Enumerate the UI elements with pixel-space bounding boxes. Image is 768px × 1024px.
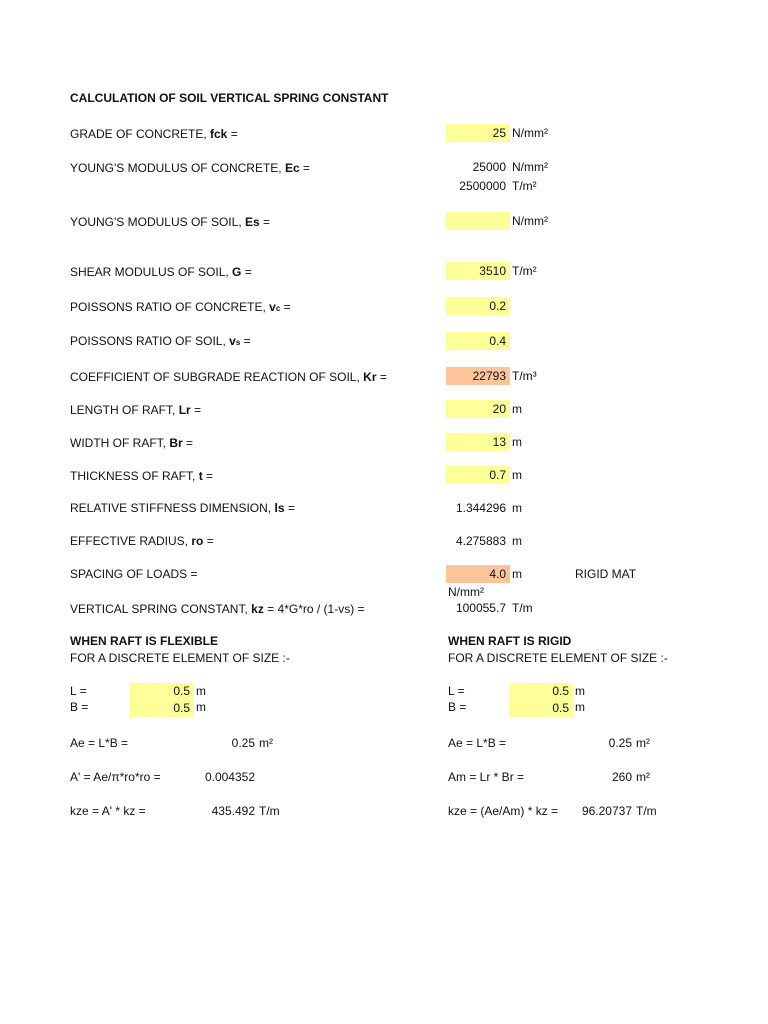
rigid-b-unit: m <box>575 700 585 714</box>
label-lr-eq: = <box>190 403 202 417</box>
cell-t[interactable]: 0.7 <box>446 466 510 484</box>
label-g-symbol: G <box>232 265 242 279</box>
label-es-text: YOUNG'S MODULUS OF SOIL, <box>70 215 245 229</box>
rigid-l-cell[interactable]: 0.5 <box>509 683 573 700</box>
cell-es[interactable] <box>446 212 510 230</box>
label-ls-symbol: ls <box>274 501 285 515</box>
flexible-b-label: B = <box>70 700 89 714</box>
cell-ec[interactable]: 25000 <box>472 160 506 174</box>
label-es <box>70 214 270 230</box>
cell-br[interactable]: 13 <box>446 433 510 451</box>
flexible-ae-label: Ae = L*B = <box>70 736 129 750</box>
label-kz-symbol: kz <box>251 602 264 616</box>
flexible-subheading: FOR A DISCRETE ELEMENT OF SIZE :- <box>70 651 290 665</box>
label-vs-eq: = <box>240 334 251 348</box>
unit-ec-tm2: T/m² <box>512 179 537 193</box>
label-kz-eq: = 4*G*ro / (1-vs) = <box>263 602 365 616</box>
label-kz-text: VERTICAL SPRING CONSTANT, <box>70 602 252 616</box>
cell-vc[interactable]: 0.2 <box>446 297 510 315</box>
cell-spacing[interactable]: 4.0 <box>446 565 510 583</box>
label-lr-symbol: Lr <box>178 403 191 417</box>
rigid-ae-label: Ae = L*B = <box>448 736 507 750</box>
unit-kr: T/m³ <box>512 369 537 383</box>
label-lr <box>70 402 201 418</box>
rigid-heading: WHEN RAFT IS RIGID <box>448 634 572 648</box>
rigid-subheading: FOR A DISCRETE ELEMENT OF SIZE :- <box>448 651 668 665</box>
flexible-heading: WHEN RAFT IS FLEXIBLE <box>70 634 218 648</box>
label-spacing: SPACING OF LOADS = <box>70 567 198 581</box>
label-vc-symbol: v <box>269 300 276 314</box>
label-vc-eq: = <box>280 300 291 314</box>
unit-ec: N/mm² <box>512 160 548 174</box>
flexible-l-label: L = <box>70 684 87 698</box>
page-title: CALCULATION OF SOIL VERTICAL SPRING CONSTANT <box>70 91 389 105</box>
label-ro-eq: = <box>203 534 214 548</box>
flexible-ae-value[interactable]: 0.25 <box>231 736 255 750</box>
unit-br: m <box>512 435 522 449</box>
label-g <box>70 264 252 280</box>
label-br-eq: = <box>182 436 194 450</box>
cell-kz[interactable]: 100055.7 <box>455 601 506 615</box>
rigid-ae-value[interactable]: 0.25 <box>608 736 632 750</box>
unit-g: T/m² <box>512 264 537 278</box>
rigid-l-unit: m <box>575 684 585 698</box>
label-t-eq: = <box>202 469 214 483</box>
rigid-b-cell[interactable]: 0.5 <box>509 700 573 717</box>
flexible-ae-unit: m² <box>259 736 273 750</box>
label-es-eq: = <box>259 215 271 229</box>
rigid-l-label: L = <box>448 684 465 698</box>
label-vc-text: POISSONS RATIO OF CONCRETE, <box>70 300 270 314</box>
cell-ro[interactable]: 4.275883 <box>455 534 506 548</box>
cell-vs[interactable]: 0.4 <box>446 332 510 350</box>
cell-lr[interactable]: 20 <box>446 400 510 418</box>
label-kr <box>70 369 387 385</box>
cell-fck[interactable]: 25 <box>446 124 510 142</box>
label-vc <box>70 299 291 317</box>
flexible-a-label: A' = Ae/π*ro*ro = <box>70 770 161 784</box>
label-vs <box>70 333 251 351</box>
label-t <box>70 468 213 484</box>
label-fck-symbol: fck <box>210 127 228 141</box>
label-vs-subscript: s <box>235 338 241 347</box>
flexible-b-cell[interactable]: 0.5 <box>130 700 194 717</box>
label-ro <box>70 533 214 549</box>
label-vs-symbol: v <box>229 334 236 348</box>
rigid-b-label: B = <box>448 700 467 714</box>
label-vs-text: POISSONS RATIO OF SOIL, <box>70 334 230 348</box>
label-ec-eq: = <box>299 161 311 175</box>
label-t-symbol: t <box>198 469 203 483</box>
flexible-kze-value[interactable]: 435.492 <box>211 804 255 818</box>
label-ls <box>70 500 295 516</box>
unit-t: m <box>512 468 522 482</box>
cell-ec-tm2[interactable]: 2500000 <box>459 179 506 193</box>
rigid-am-label: Am = Lr * Br = <box>448 770 525 784</box>
unit-kz: T/m <box>512 601 533 615</box>
label-t-text: THICKNESS OF RAFT, <box>70 469 199 483</box>
label-ro-symbol: ro <box>191 534 204 548</box>
label-fck-text: GRADE OF CONCRETE, <box>70 127 211 141</box>
label-lr-text: LENGTH OF RAFT, <box>70 403 179 417</box>
label-kr-text: COEFFICIENT OF SUBGRADE REACTION OF SOIL, <box>70 370 364 384</box>
rigid-kze-label: kze = (Ae/Am) * kz = <box>448 804 559 818</box>
label-br-text: WIDTH OF RAFT, <box>70 436 170 450</box>
label-fck <box>70 126 238 142</box>
flexible-kze-label: kze = A' * kz = <box>70 804 146 818</box>
label-vc-subscript: c <box>275 304 281 313</box>
label-kr-symbol: Kr <box>363 370 377 384</box>
unit-below-spacing: N/mm² <box>448 585 484 599</box>
rigid-kze-value[interactable]: 96.20737 <box>581 804 632 818</box>
label-g-text: SHEAR MODULUS OF SOIL, <box>70 265 233 279</box>
flexible-a-value[interactable]: 0.004352 <box>204 770 255 784</box>
unit-fck: N/mm² <box>512 126 548 140</box>
unit-lr: m <box>512 402 522 416</box>
cell-kr[interactable]: 22793 <box>446 367 510 385</box>
rigid-ae-unit: m² <box>636 736 650 750</box>
label-ec-symbol: Ec <box>284 161 300 175</box>
unit-spacing: m <box>512 567 522 581</box>
label-es-symbol: Es <box>244 215 260 229</box>
label-br <box>70 435 193 451</box>
label-ec <box>70 160 310 176</box>
label-ec-text: YOUNG'S MODULUS OF CONCRETE, <box>70 161 285 175</box>
label-br-symbol: Br <box>169 436 183 450</box>
unit-ls: m <box>512 501 522 515</box>
label-fck-eq: = <box>227 127 238 141</box>
unit-ro: m <box>512 534 522 548</box>
rigid-am-unit: m² <box>636 770 650 784</box>
note-rigid-mat: RIGID MAT <box>575 567 637 581</box>
label-ls-eq: = <box>284 501 295 515</box>
cell-g[interactable]: 3510 <box>446 262 510 280</box>
label-ro-text: EFFECTIVE RADIUS, <box>70 534 192 548</box>
unit-es: N/mm² <box>512 214 548 228</box>
rigid-kze-unit: T/m <box>636 804 657 818</box>
label-kz <box>70 601 365 617</box>
label-kr-eq: = <box>376 370 387 384</box>
rigid-am-value[interactable]: 260 <box>611 770 632 784</box>
flexible-l-cell[interactable]: 0.5 <box>130 683 194 700</box>
label-ls-text: RELATIVE STIFFNESS DIMENSION, <box>70 501 275 515</box>
cell-ls[interactable]: 1.344296 <box>455 501 506 515</box>
label-g-eq: = <box>241 265 252 279</box>
flexible-b-unit: m <box>196 700 206 714</box>
flexible-l-unit: m <box>196 684 206 698</box>
flexible-kze-unit: T/m <box>259 804 280 818</box>
